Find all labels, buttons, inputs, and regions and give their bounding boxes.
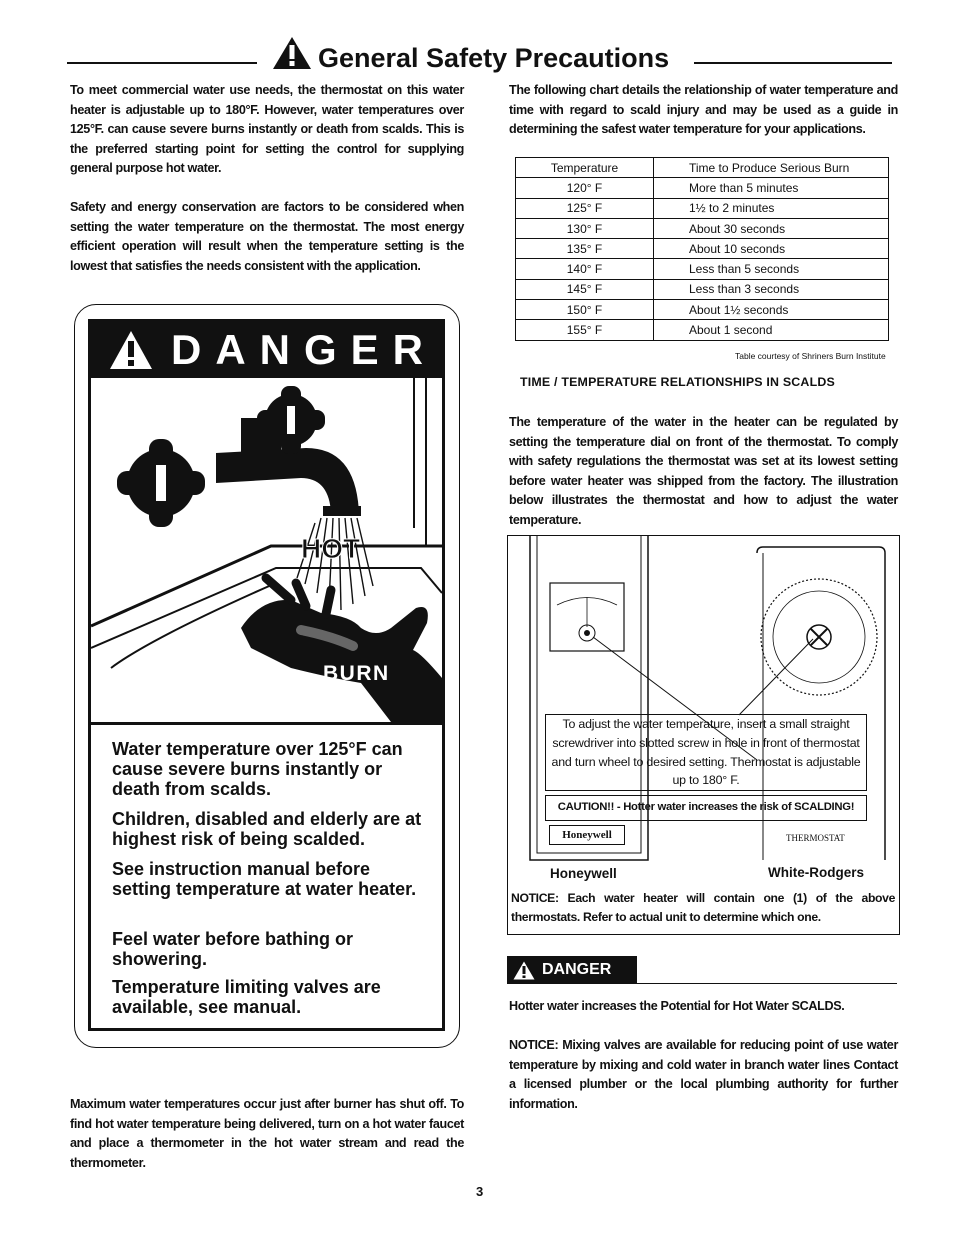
table-cell: About 10 seconds	[654, 239, 889, 259]
danger-badge-rule	[637, 983, 897, 984]
table-row	[516, 178, 889, 198]
table-cell: 1½ to 2 minutes	[654, 198, 889, 218]
table-header: Temperature	[516, 158, 654, 178]
max-temp-paragraph: Maximum water temperatures occur just after burner has shut off. To find hot water temperature being delivered, turn on a hot water faucet and place a thermometer in the hot water stream and read the thermometer.	[70, 1097, 464, 1170]
page-number: 3	[476, 1184, 484, 1199]
table-row	[516, 300, 889, 320]
danger-label-header	[91, 322, 442, 378]
intro-paragraph: To meet commercial water use needs, the thermostat on this water heater is adjustable up to 180°F. However, water temperatures over 125°F. can cause severe burns instantly or death from scalds. This is the preferred starting point for setting the control for supplying general purpose hot water.	[70, 83, 464, 175]
table-cell: More than 5 minutes	[654, 178, 889, 198]
table-row	[516, 239, 889, 259]
table-cell: 155° F	[516, 320, 654, 340]
page-title	[272, 36, 669, 78]
danger-badge	[507, 956, 637, 984]
burn-text: BURN	[323, 662, 390, 685]
table-row	[516, 218, 889, 238]
warning-icon	[272, 36, 312, 78]
table-cell: 125° F	[516, 198, 654, 218]
table-cell: 135° F	[516, 239, 654, 259]
adjust-instruction-box: To adjust the water temperature, insert a small straight screwdriver into slotted screw in hole in front of thermostat and turn wheel to desired setting. Thermostat is adjustable up to 180° F.	[545, 714, 867, 791]
table-row	[516, 259, 889, 279]
hotter-paragraph: Hotter water increases the Potential for Hot Water SCALDS.	[509, 999, 845, 1013]
table-cell: Less than 5 seconds	[654, 259, 889, 279]
table-cell: About 30 seconds	[654, 218, 889, 238]
table-cell: About 1½ seconds	[654, 300, 889, 320]
scald-table	[515, 157, 889, 341]
thermostat-label: THERMOSTAT	[786, 833, 845, 843]
header-rule-left	[67, 62, 257, 64]
table-cell: 145° F	[516, 279, 654, 299]
table-row	[516, 198, 889, 218]
caution-box: CAUTION!! - Hotter water increases the risk of SCALDING!	[545, 795, 867, 821]
warning-icon	[513, 961, 535, 980]
table-caption: TIME / TEMPERATURE RELATIONSHIPS IN SCALDS	[520, 375, 835, 389]
figure-notice: NOTICE: Each water heater will contain one (1) of the above thermostats. Refer to actual unit to determine which one.	[511, 891, 895, 924]
faucet-illustration	[91, 378, 442, 725]
table-row	[516, 320, 889, 340]
table-cell: 120° F	[516, 178, 654, 198]
hot-text: HOT	[301, 533, 361, 564]
honeywell-logo	[549, 825, 625, 845]
danger-line-1: Water temperature over 125°F can cause severe burns instantly or death from scalds.	[112, 739, 403, 799]
table-header-row	[516, 158, 889, 178]
table-cell: 150° F	[516, 300, 654, 320]
energy-paragraph: Safety and energy conservation are factors to be considered when setting the water temperature on the thermostat. The most energy efficient operation will result when the temperature setting is the lowest that satisfies the needs consistent with the application.	[70, 200, 464, 273]
danger-line-4: Feel water before bathing or showering.	[112, 929, 354, 969]
danger-line-5: Temperature limiting valves are available, see manual.	[112, 977, 381, 1017]
honeywell-logo-text: Honeywell	[562, 829, 612, 841]
mixing-paragraph: NOTICE: Mixing valves are available for reducing point of use water temperature by mixing and cold water in branch water lines Contact a licensed plumber or the local plumbing authority for further information.	[509, 1038, 898, 1111]
page-title-text: General Safety Precautions	[318, 43, 670, 73]
warning-icon	[109, 330, 153, 370]
danger-badge-text: DANGER	[542, 961, 612, 978]
table-cell: 130° F	[516, 218, 654, 238]
table-row	[516, 279, 889, 299]
honeywell-caption: Honeywell	[550, 866, 617, 881]
chart-intro-paragraph: The following chart details the relationship of water temperature and time with regard to scald injury and may be used as a guide in determining the safest water temperature for your applications.	[509, 83, 898, 136]
faucet-hand-image	[91, 378, 442, 722]
table-header: Time to Produce Serious Burn	[654, 158, 889, 178]
table-cell: About 1 second	[654, 320, 889, 340]
header-rule-right	[694, 62, 892, 64]
danger-label-heading: DANGER	[171, 326, 438, 373]
table-courtesy: Table courtesy of Shriners Burn Institute	[735, 351, 886, 361]
white-rodgers-caption: White-Rodgers	[768, 865, 864, 880]
table-cell: Less than 3 seconds	[654, 279, 889, 299]
danger-line-3: See instruction manual before setting temperature at water heater.	[112, 859, 417, 899]
table-cell: 140° F	[516, 259, 654, 279]
danger-line-2: Children, disabled and elderly are at highest risk of being scalded.	[112, 809, 422, 849]
regulate-paragraph: The temperature of the water in the heater can be regulated by setting the temperature dial on front of the thermostat. To comply with safety regulations the thermostat was set at its lowest setting before water heater was shipped from the factory. The illustration below illustrates the thermostat and how to adjust the water temperature.	[509, 415, 898, 527]
